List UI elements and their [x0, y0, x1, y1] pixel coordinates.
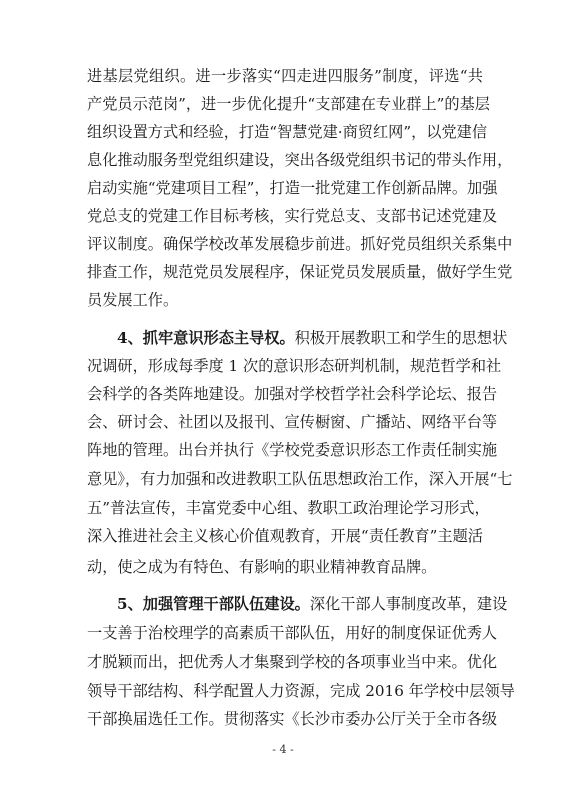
paragraph-1-line-6: 党总支的党建工作目标考核，实行党总支、支部书记述党建及: [87, 207, 498, 225]
page-number: - 4 -: [272, 743, 294, 756]
paragraph-2-line-1: [117, 324, 508, 352]
paragraph-1-line-7: 评议制度。确保学校改革发展稳步前进。抓好党员组织关系集中: [87, 235, 513, 253]
paragraph-2-line-6: 意见》，有力加强和改进教职工队伍思想政治工作，深入开展“七: [87, 470, 513, 488]
paragraph-2-line-5: 阵地的管理。出台并执行《学校党委意识形态工作责任制实施: [87, 441, 498, 459]
paragraph-1-line-9: 员发展工作。: [87, 291, 179, 309]
paragraph-3-line-4: 领导干部结构、科学配置人力资源，完成 2016 年学校中层领导: [87, 682, 515, 700]
paragraph-1-line-8: 排查工作，规范党员发展程序，保证党员发展质量，做好学生党: [87, 263, 513, 281]
paragraph-3-line-5: 干部换届选任工作。贯彻落实《长沙市委办公厅关于全市各级: [87, 710, 498, 728]
paragraph-2-line-2: 况调研，形成每季度 1 次的意识形态研判机制，规范哲学和社: [87, 357, 502, 375]
section-4-heading: 4、抓牢意识形态主导权。: [117, 329, 295, 347]
paragraph-3-line-1: [117, 590, 508, 618]
paragraph-2-line-9: 动，使之成为有特色、有影响的职业精神教育品牌。: [87, 558, 437, 576]
paragraph-2-line-4: 会、研讨会、社团以及报刊、宣传橱窗、广播站、网络平台等: [87, 413, 498, 431]
paragraph-1-line-2: 产党员示范岗”，进一步优化提升“支部建在专业群上”的基层: [87, 95, 490, 113]
paragraph-1-line-1: 进基层党组织。进一步落实“四走进四服务”制度，评选“共: [87, 67, 483, 85]
paragraph-3-line-3: 才脱颖而出，把优秀人才集聚到学校的各项事业当中来。优化: [87, 653, 498, 671]
paragraph-3-line-1-text: 深化干部人事制度改革，建设: [309, 595, 508, 613]
paragraph-1-line-5: 启动实施“党建项目工程”，打造一批党建工作创新品牌。加强: [87, 179, 498, 197]
paragraph-3-line-2: 一支善于治校理学的高素质干部队伍，用好的制度保证优秀人: [87, 624, 498, 642]
section-5-heading: 5、加强管理干部队伍建设。: [117, 595, 310, 613]
paragraph-2-line-8: 深入推进社会主义核心价值观教育，开展“责任教育”主题活: [87, 527, 483, 545]
paragraph-1-line-4: 息化推动服务型党组织建设，突出各级党组织书记的带头作用，: [87, 151, 513, 169]
paragraph-1-line-3: 组织设置方式和经验，打造“智慧党建·商贸红网”，以党建信: [87, 123, 488, 141]
paragraph-2-line-1-text: 积极开展教职工和学生的思想状: [294, 329, 508, 347]
paragraph-2-line-3: 会科学的各类阵地建设。加强对学校哲学社会科学论坛、报告: [87, 385, 498, 403]
paragraph-2-line-7: 五”普法宣传，丰富党委中心组、教职工政治理论学习形式，: [87, 499, 490, 517]
